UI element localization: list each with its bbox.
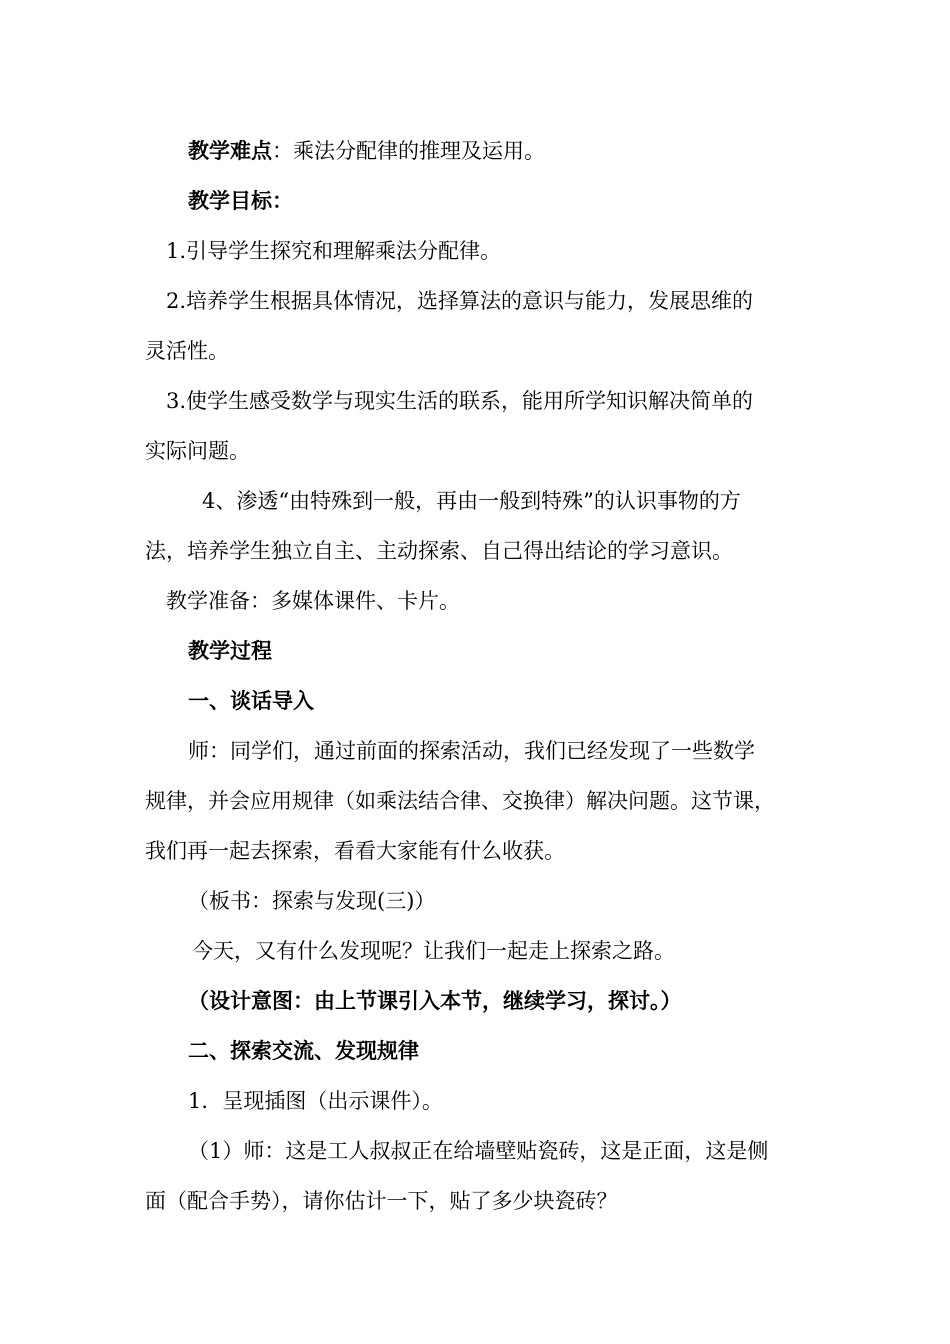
design-intent: （设计意图：由上节课引入本节，继续学习，探讨。） <box>188 988 682 1013</box>
difficulty-label: 教学难点 <box>188 138 272 163</box>
goal-2-line-2: 灵活性。 <box>145 339 229 363</box>
sub-1-line-2: 面（配合手势），请你估计一下，贴了多少块瓷砖？ <box>145 1189 618 1213</box>
difficulty-text: ：乘法分配律的推理及运用。 <box>272 139 545 163</box>
goal-4-line-1: 4、渗透“由特殊到一般，再由一般到特殊”的认识事物的方 <box>202 489 741 513</box>
goal-3-line-2: 实际问题。 <box>145 439 250 463</box>
today-line: 今天，又有什么发现呢？让我们一起走上探索之路。 <box>192 939 675 963</box>
goals-heading: 教学目标： <box>188 188 293 213</box>
section-2-heading: 二、探索交流、发现规律 <box>188 1038 419 1063</box>
teacher-line-3: 我们再一起去探索，看看大家能有什么收获。 <box>145 839 565 863</box>
goal-1: 1.引导学生探究和理解乘法分配律。 <box>166 239 502 263</box>
goal-2-line-1: 2.培养学生根据具体情况，选择算法的意识与能力，发展思维的 <box>166 289 754 313</box>
teacher-line-2: 规律，并会应用规律（如乘法结合律、交换律）解决问题。这节课， <box>145 789 775 813</box>
preparation: 教学准备：多媒体课件、卡片。 <box>166 589 460 613</box>
teacher-line-1: 师：同学们，通过前面的探索活动，我们已经发现了一些数学 <box>188 739 755 763</box>
difficulty-paragraph <box>188 136 545 166</box>
section-1-heading: 一、谈话导入 <box>188 688 314 713</box>
item-1: 1．呈现插图（出示课件）。 <box>188 1089 443 1113</box>
goal-4-line-2: 法，培养学生独立自主、主动探索、自己得出结论的学习意识。 <box>145 539 733 563</box>
process-heading: 教学过程 <box>188 638 272 663</box>
sub-1-line-1: （1）师：这是工人叔叔正在给墙壁贴瓷砖，这是正面，这是侧 <box>188 1139 769 1163</box>
board-note: （板书：探索与发现(三)） <box>188 889 436 913</box>
goal-3-line-1: 3.使学生感受数学与现实生活的联系，能用所学知识解决简单的 <box>166 389 754 413</box>
